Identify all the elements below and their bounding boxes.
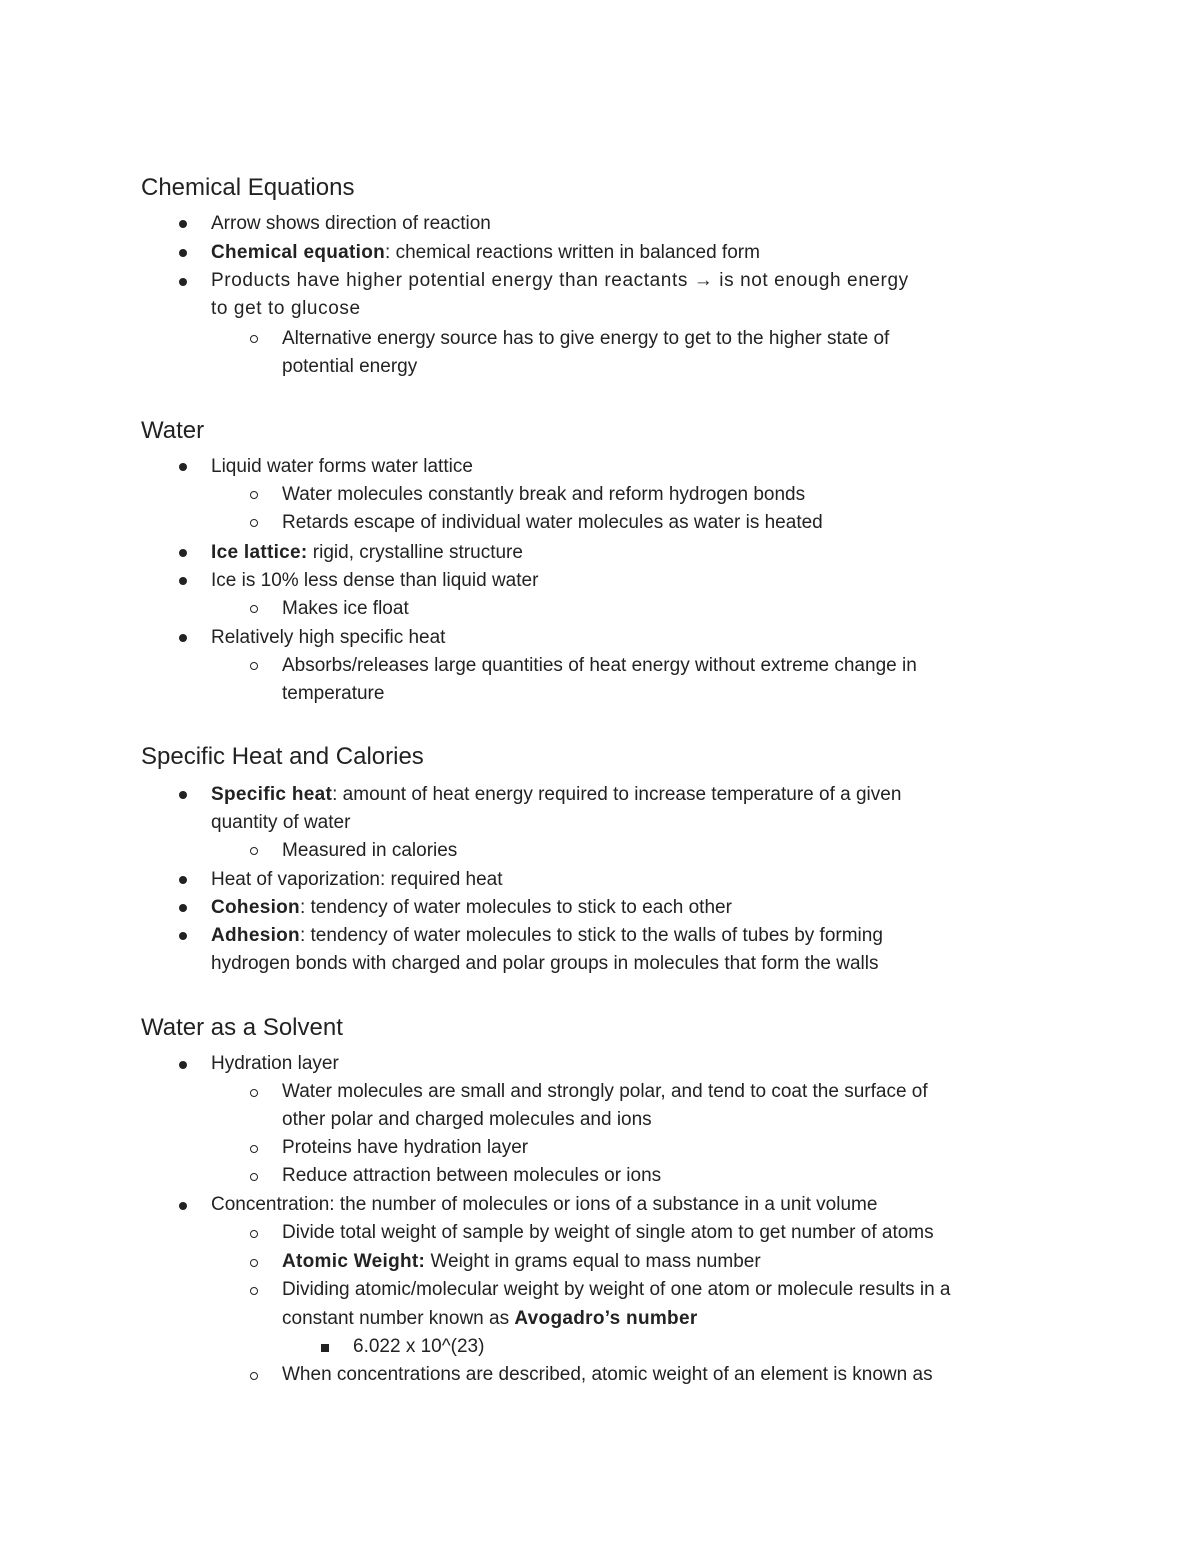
term: Adhesion [211,925,300,946]
list-item: Divide total weight of sample by weight of single atom to get number of atoms [282,1222,934,1243]
sub-bullet-icon [250,1173,258,1181]
sub-bullet-icon [250,1230,258,1238]
bullet-icon [179,278,187,286]
list-item-continuation: to get to glucose [211,298,361,319]
list-item-continuation: temperature [282,683,385,704]
sub-bullet-icon [250,847,258,855]
list-item: 6.022 x 10^(23) [353,1336,485,1357]
bullet-icon [179,932,187,940]
sub-bullet-icon [250,1259,258,1267]
sub-bullet-icon [250,335,258,343]
square-bullet-icon [321,1344,329,1352]
bullet-icon [179,549,187,557]
term: Atomic Weight: [282,1251,426,1272]
list-item-continuation: potential energy [282,356,418,377]
bullet-icon [179,634,187,642]
section-heading-water-as-solvent: Water as a Solvent [141,1014,343,1041]
list-item: Absorbs/releases large quantities of heat energy without extreme change in [282,655,917,676]
section-heading-specific-heat: Specific Heat and Calories [141,743,424,770]
list-item: Atomic Weight: Weight in grams equal to mass number [282,1251,761,1272]
list-item: When concentrations are described, atomic weight of an element is known as [282,1364,933,1385]
section-heading-chemical-equations: Chemical Equations [141,174,355,201]
sub-bullet-icon [250,1145,258,1153]
list-item: Arrow shows direction of reaction [211,213,491,234]
list-item: Hydration layer [211,1053,339,1074]
list-item: Ice is 10% less dense than liquid water [211,570,539,591]
bullet-icon [179,1061,187,1069]
list-item: Ice lattice: rigid, crystalline structure [211,542,523,563]
bullet-icon [179,249,187,257]
sub-bullet-icon [250,491,258,499]
list-item: Liquid water forms water lattice [211,456,473,477]
bullet-icon [179,220,187,228]
term: Chemical equation [211,242,386,263]
list-item-continuation: hydrogen bonds with charged and polar groups in molecules that form the walls [211,953,879,974]
bullet-icon [179,1202,187,1210]
bullet-icon [179,791,187,799]
list-item-continuation: quantity of water [211,812,351,833]
sub-bullet-icon [250,1372,258,1380]
bullet-icon [179,904,187,912]
list-item: Proteins have hydration layer [282,1137,529,1158]
list-item: Chemical equation: chemical reactions written in balanced form [211,242,760,263]
sub-bullet-icon [250,662,258,670]
term: Specific heat [211,784,333,805]
sub-bullet-icon [250,605,258,613]
list-item: Retards escape of individual water molecules as water is heated [282,512,823,533]
list-item: Reduce attraction between molecules or ions [282,1165,662,1186]
list-item-continuation: constant number known as Avogadro’s number [282,1308,698,1329]
bullet-icon [179,463,187,471]
list-item: Makes ice float [282,598,409,619]
list-item: Alternative energy source has to give energy to get to the higher state of [282,328,890,349]
term: Ice lattice: [211,542,308,563]
list-item: Dividing atomic/molecular weight by weight of one atom or molecule results in a [282,1279,951,1300]
sub-bullet-icon [250,1089,258,1097]
term: Cohesion [211,897,300,918]
sub-bullet-icon [250,1287,258,1295]
sub-bullet-icon [250,519,258,527]
list-item-continuation: other polar and charged molecules and ions [282,1109,652,1130]
list-item: Relatively high specific heat [211,627,446,648]
list-item: Measured in calories [282,840,458,861]
section-heading-water: Water [141,417,205,444]
list-item: Products have higher potential energy than reactants → is not enough energy [211,270,909,291]
term: Avogadro’s number [514,1308,698,1329]
list-item: Heat of vaporization: required heat [211,869,503,890]
list-item: Cohesion: tendency of water molecules to stick to each other [211,897,732,918]
list-item: Specific heat: amount of heat energy required to increase temperature of a given [211,784,902,805]
bullet-icon [179,876,187,884]
list-item: Water molecules constantly break and reform hydrogen bonds [282,484,806,505]
list-item: Adhesion: tendency of water molecules to stick to the walls of tubes by forming [211,925,883,946]
bullet-icon [179,577,187,585]
list-item: Concentration: the number of molecules or ions of a substance in a unit volume [211,1194,878,1215]
list-item: Water molecules are small and strongly polar, and tend to coat the surface of [282,1081,928,1102]
